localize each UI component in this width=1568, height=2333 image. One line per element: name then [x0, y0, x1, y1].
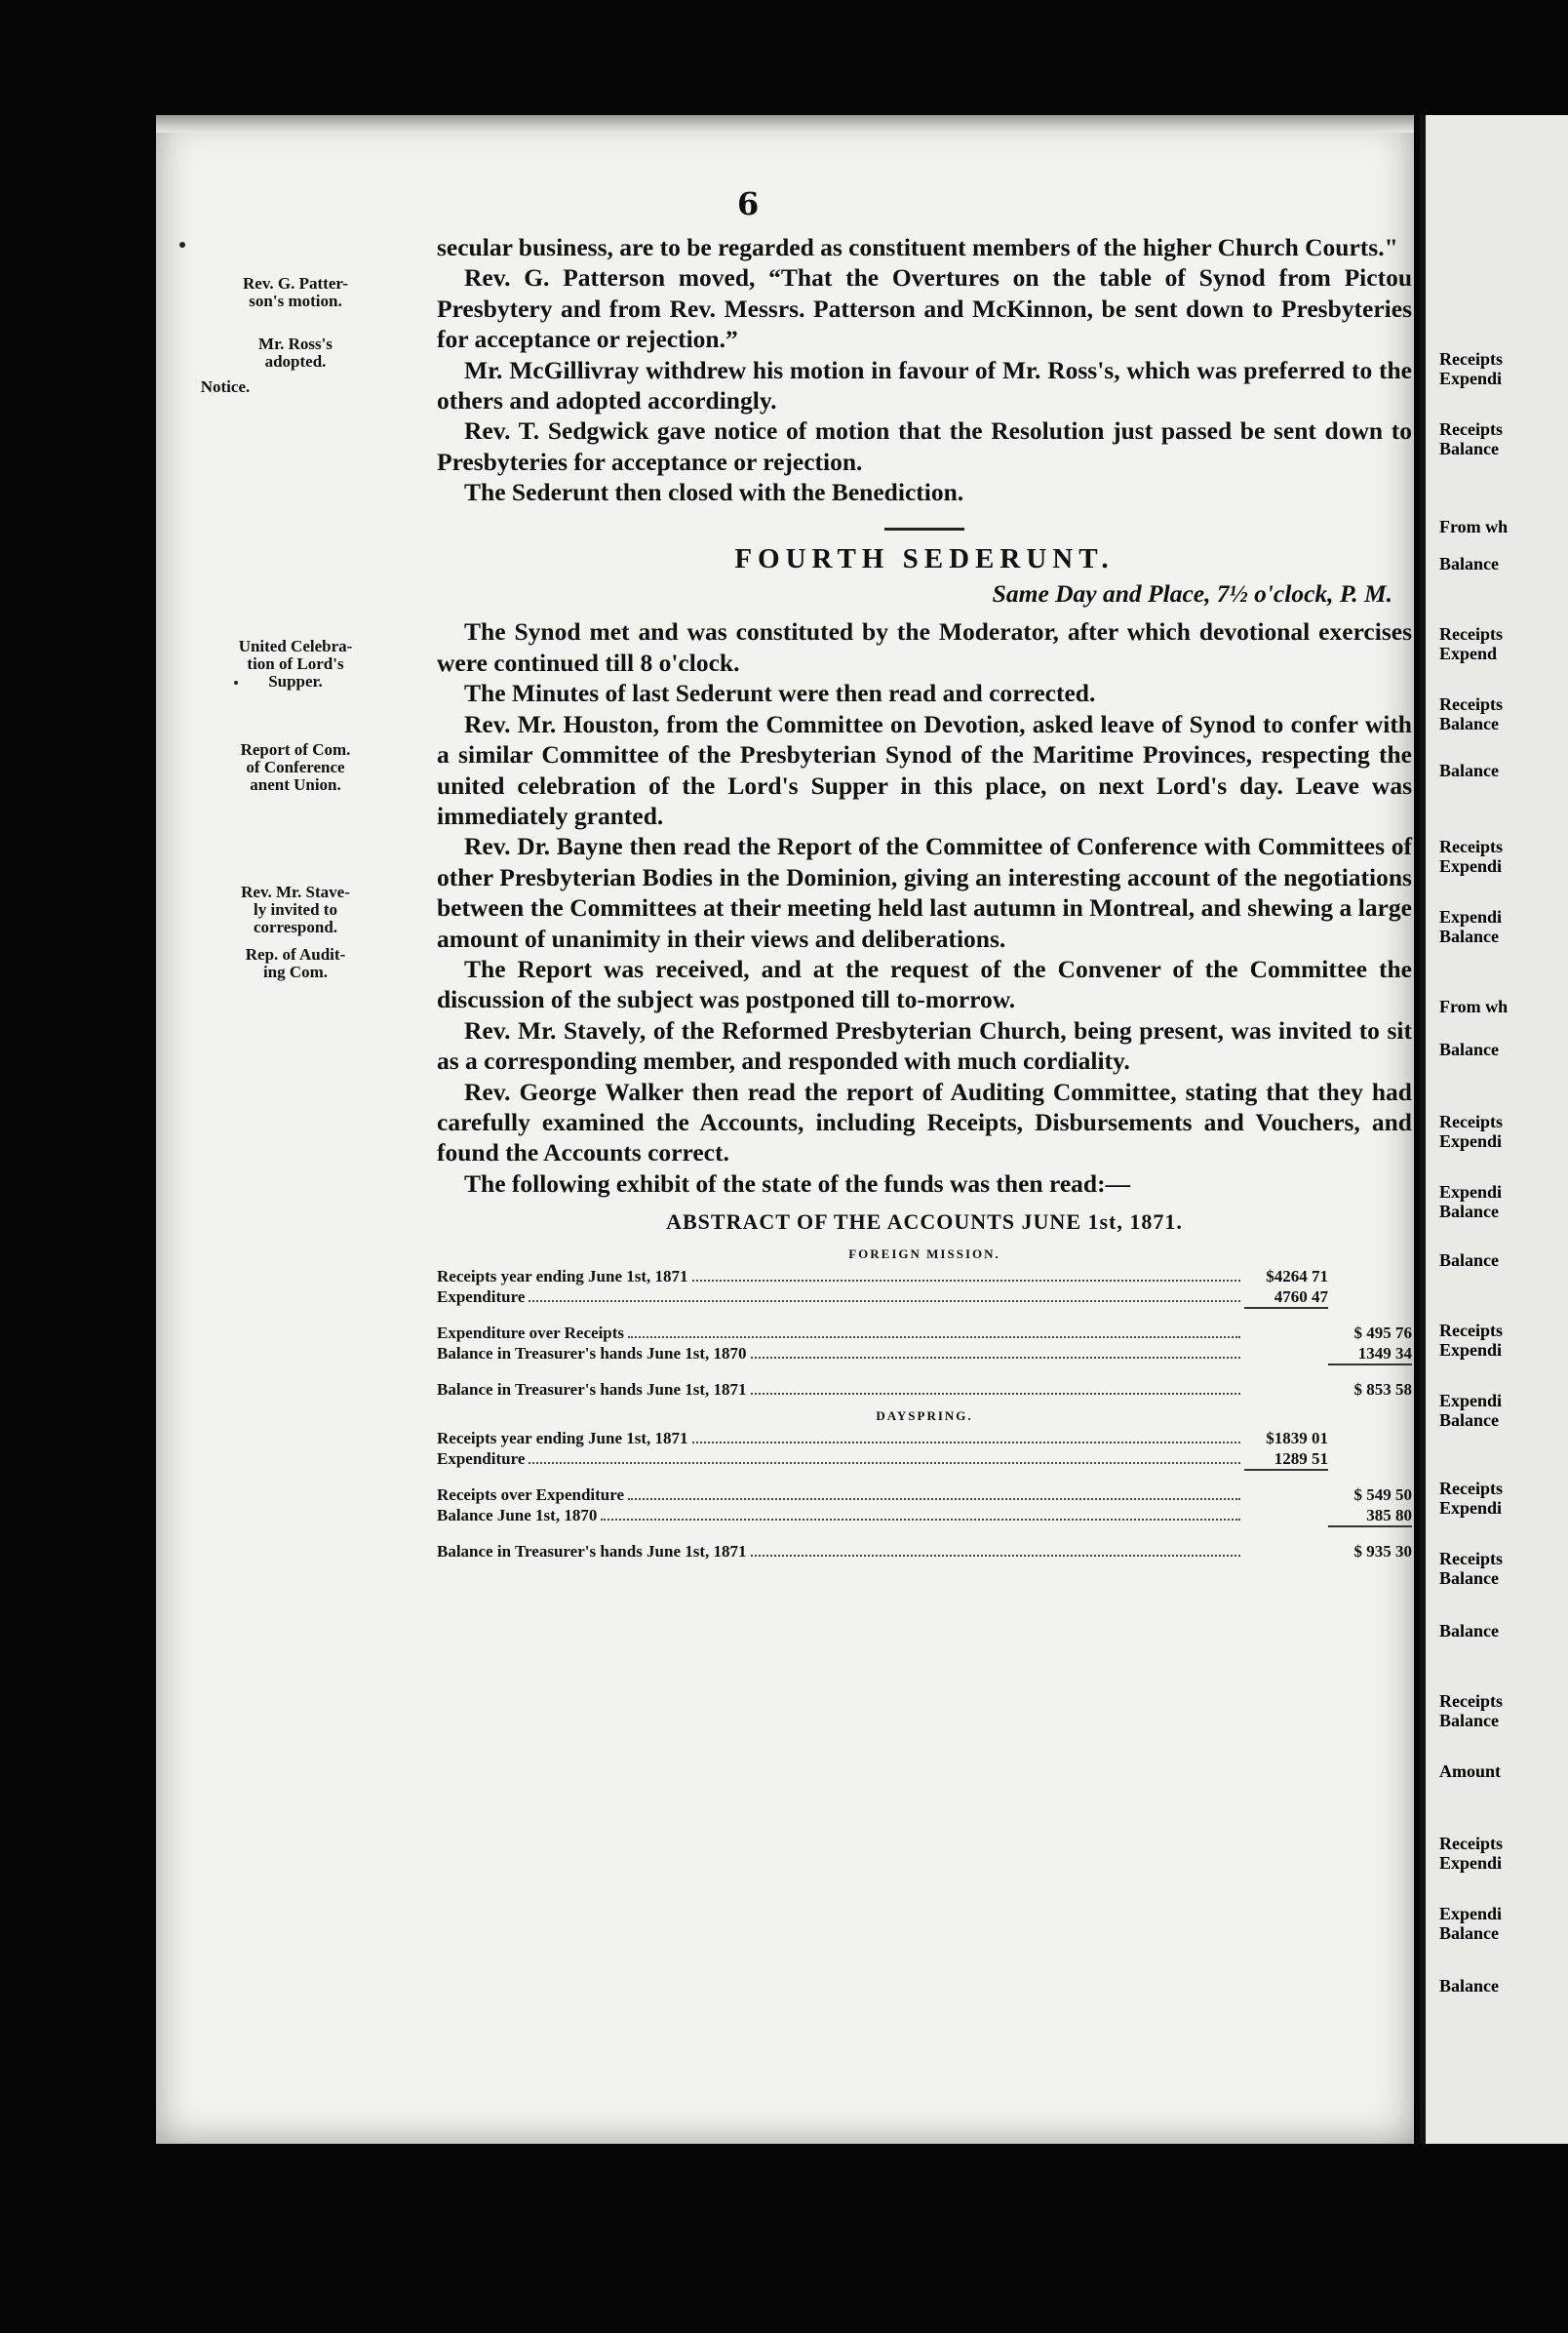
leader-dots: [751, 1555, 1240, 1557]
facing-label: Expendi: [1439, 369, 1503, 388]
account-label: Expenditure: [437, 1448, 526, 1468]
account-amount: $4264 71: [1266, 1266, 1328, 1285]
fund-title: DAYSPRING.: [876, 1407, 973, 1423]
account-label: Balance in Treasurer's hands June 1st, 1871: [437, 1541, 747, 1561]
facing-label: Receipts: [1439, 694, 1503, 714]
accounts-table: [437, 1244, 1412, 1562]
paragraph: The Report was received, and at the request of the Convener of the Committee the discussion of the subject was postponed till to-morrow.: [437, 954, 1412, 1014]
margin-note: Report of Com. of Conference anent Union.: [240, 740, 351, 794]
account-label: Balance in Treasurer's hands June 1st, 1870: [437, 1343, 747, 1363]
fund-title: FOREIGN MISSION.: [848, 1246, 1000, 1261]
accounts-abstract-title: ABSTRACT OF THE ACCOUNTS JUNE 1st, 1871.: [666, 1209, 1183, 1235]
leader-dots: [529, 1300, 1240, 1302]
account-amount: 1289 51: [1244, 1448, 1328, 1471]
paragraph: Rev. G. Patterson moved, “That the Overtures on the table of Synod from Pictou Presbytery and from Rev. Messrs. Patterson and McKinnon, be sent down to Presbyteries for acceptance or rejection.”: [437, 263, 1412, 354]
facing-label: Expendi: [1439, 1182, 1503, 1202]
facing-label: Balance: [1439, 1250, 1499, 1270]
ink-speck: [234, 681, 238, 685]
account-label: Receipts over Expenditure: [437, 1484, 625, 1504]
facing-label: Expendi: [1439, 1904, 1503, 1923]
facing-label: Receipts: [1439, 1834, 1503, 1853]
margin-note: Rep. of Audit- ing Com.: [245, 945, 346, 981]
account-amount: $1839 01: [1266, 1428, 1328, 1447]
leader-dots: [692, 1442, 1240, 1443]
facing-label: Balance: [1439, 1568, 1499, 1588]
account-row: [437, 1323, 1412, 1343]
book-page: [156, 115, 1414, 2144]
facing-page-edge: [1420, 115, 1568, 2144]
leader-dots: [628, 1336, 1240, 1338]
section-heading: FOURTH SEDERUNT.: [734, 542, 1115, 574]
page-number: 6: [737, 185, 760, 222]
paragraph: The following exhibit of the state of the funds was then read:—: [464, 1168, 1131, 1198]
facing-label: Expend: [1439, 644, 1498, 663]
facing-label: Expendi: [1439, 1131, 1503, 1151]
leader-dots: [751, 1393, 1240, 1395]
facing-label: Expendi: [1439, 1391, 1503, 1410]
margin-note: United Celebra- tion of Lord's Supper.: [238, 637, 353, 691]
facing-label: Receipts: [1439, 1321, 1503, 1340]
account-amount: $ 549 50: [1353, 1484, 1412, 1504]
facing-label: From wh: [1439, 517, 1509, 536]
leader-dots: [628, 1498, 1240, 1500]
account-row: [437, 1448, 1412, 1471]
leader-dots: [601, 1519, 1240, 1521]
facing-label: Balance: [1439, 1040, 1499, 1059]
paragraph: Rev. George Walker then read the report of Auditing Committee, stating that they had carefully examined the Accounts, including Receipts, Disbursements and Vouchers, and found the Accounts correct.: [437, 1077, 1412, 1167]
paragraph: Rev. Dr. Bayne then read the Report of the Committee of Conference with Committees of other Presbyterian Bodies in the Dominion, giving an interesting account of the negotiations between the Committees at their meeting held last autumn in Montreal, and shewing a large amount of unanimity in their views and deliberations.: [437, 832, 1412, 953]
main-text-column: [437, 232, 1412, 1562]
account-row: [437, 1286, 1412, 1309]
paragraph: Rev. T. Sedgwick gave notice of motion that the Resolution just passed be sent down to Presbyteries for acceptance or rejection.: [437, 416, 1412, 476]
section-divider: [884, 528, 964, 531]
facing-label: Expendi: [1439, 1853, 1503, 1873]
paragraph: Rev. Mr. Houston, from the Committee on Devotion, asked leave of Synod to confer with a similar Committee of the Presbyterian Synod of the Maritime Provinces, respecting the united celebration of the Lord's Supper in this place, on next Lord's day. Leave was immediately granted.: [437, 709, 1412, 830]
facing-label: Balance: [1439, 1711, 1499, 1730]
account-label: Balance June 1st, 1870: [437, 1505, 598, 1524]
account-amount: 385 80: [1328, 1505, 1412, 1527]
paragraph: Rev. Mr. Stavely, of the Reformed Presbyterian Church, being present, was invited to sit as a corresponding member, and responded with much cordiality.: [437, 1015, 1412, 1076]
facing-label: Receipts: [1439, 349, 1503, 369]
account-row: [437, 1343, 1412, 1365]
account-label: Receipts year ending June 1st, 1871: [437, 1428, 688, 1447]
facing-label: Expendi: [1439, 856, 1503, 876]
paragraph: Mr. McGillivray withdrew his motion in favour of Mr. Ross's, which was preferred to the others and adopted accordingly.: [437, 355, 1412, 415]
leader-dots: [692, 1280, 1240, 1282]
facing-label: Balance: [1439, 714, 1499, 733]
account-amount: $ 935 30: [1353, 1541, 1412, 1561]
facing-label: Balance: [1439, 554, 1499, 573]
account-amount: 4760 47: [1244, 1286, 1328, 1309]
facing-label: Balance: [1439, 1976, 1499, 1996]
facing-label: Balance: [1439, 1410, 1499, 1430]
facing-label: From wh: [1439, 997, 1509, 1016]
facing-label: Balance: [1439, 439, 1499, 458]
account-row: [437, 1428, 1412, 1448]
margin-note: Notice.: [200, 377, 251, 396]
facing-label: Receipts: [1439, 837, 1503, 856]
account-amount: 1349 34: [1328, 1343, 1412, 1365]
facing-label: Balance: [1439, 927, 1499, 946]
ink-speck: [179, 242, 185, 248]
paragraph: secular business, are to be regarded as constituent members of the higher Church Courts.": [437, 233, 1398, 261]
facing-label: Receipts: [1439, 1112, 1503, 1131]
account-label: Receipts year ending June 1st, 1871: [437, 1266, 688, 1285]
margin-note: Mr. Ross's adopted.: [258, 335, 333, 371]
account-row: [437, 1505, 1412, 1527]
account-label: Balance in Treasurer's hands June 1st, 1871: [437, 1379, 747, 1399]
account-label: Expenditure: [437, 1286, 526, 1306]
margin-note: Rev. G. Patter- son's motion.: [243, 274, 348, 310]
paragraph: The Synod met and was constituted by the Moderator, after which devotional exercises were continued till 8 o'clock.: [437, 617, 1412, 677]
facing-label: Receipts: [1439, 1479, 1503, 1498]
facing-label: Expendi: [1439, 907, 1503, 927]
account-row: [437, 1266, 1412, 1286]
account-amount: $ 853 58: [1353, 1379, 1412, 1399]
facing-label: Expendi: [1439, 1340, 1503, 1360]
paragraph: The Sederunt then closed with the Benediction.: [464, 478, 964, 507]
account-amount: $ 495 76: [1353, 1323, 1412, 1342]
facing-label: Receipts: [1439, 1549, 1503, 1568]
facing-label: Expendi: [1439, 1498, 1503, 1518]
account-row: [437, 1379, 1412, 1400]
margin-note: Rev. Mr. Stave- ly invited to correspond.: [241, 883, 350, 936]
facing-label: Amount: [1439, 1761, 1502, 1781]
facing-label: Balance: [1439, 1923, 1499, 1943]
leader-dots: [751, 1357, 1240, 1359]
facing-label: Receipts: [1439, 419, 1503, 439]
leader-dots: [529, 1462, 1240, 1464]
paragraph: The Minutes of last Sederunt were then read and corrected.: [464, 679, 1096, 708]
account-label: Expenditure over Receipts: [437, 1323, 625, 1342]
facing-label: Balance: [1439, 761, 1499, 780]
facing-label: Balance: [1439, 1202, 1499, 1221]
facing-label: Receipts: [1439, 1691, 1503, 1711]
account-row: [437, 1541, 1412, 1562]
account-row: [437, 1484, 1412, 1505]
facing-label: Balance: [1439, 1621, 1499, 1641]
page-edge: [156, 115, 1414, 133]
section-dateline: Same Day and Place, 7½ o'clock, P. M.: [992, 579, 1392, 609]
facing-label: Receipts: [1439, 624, 1503, 644]
